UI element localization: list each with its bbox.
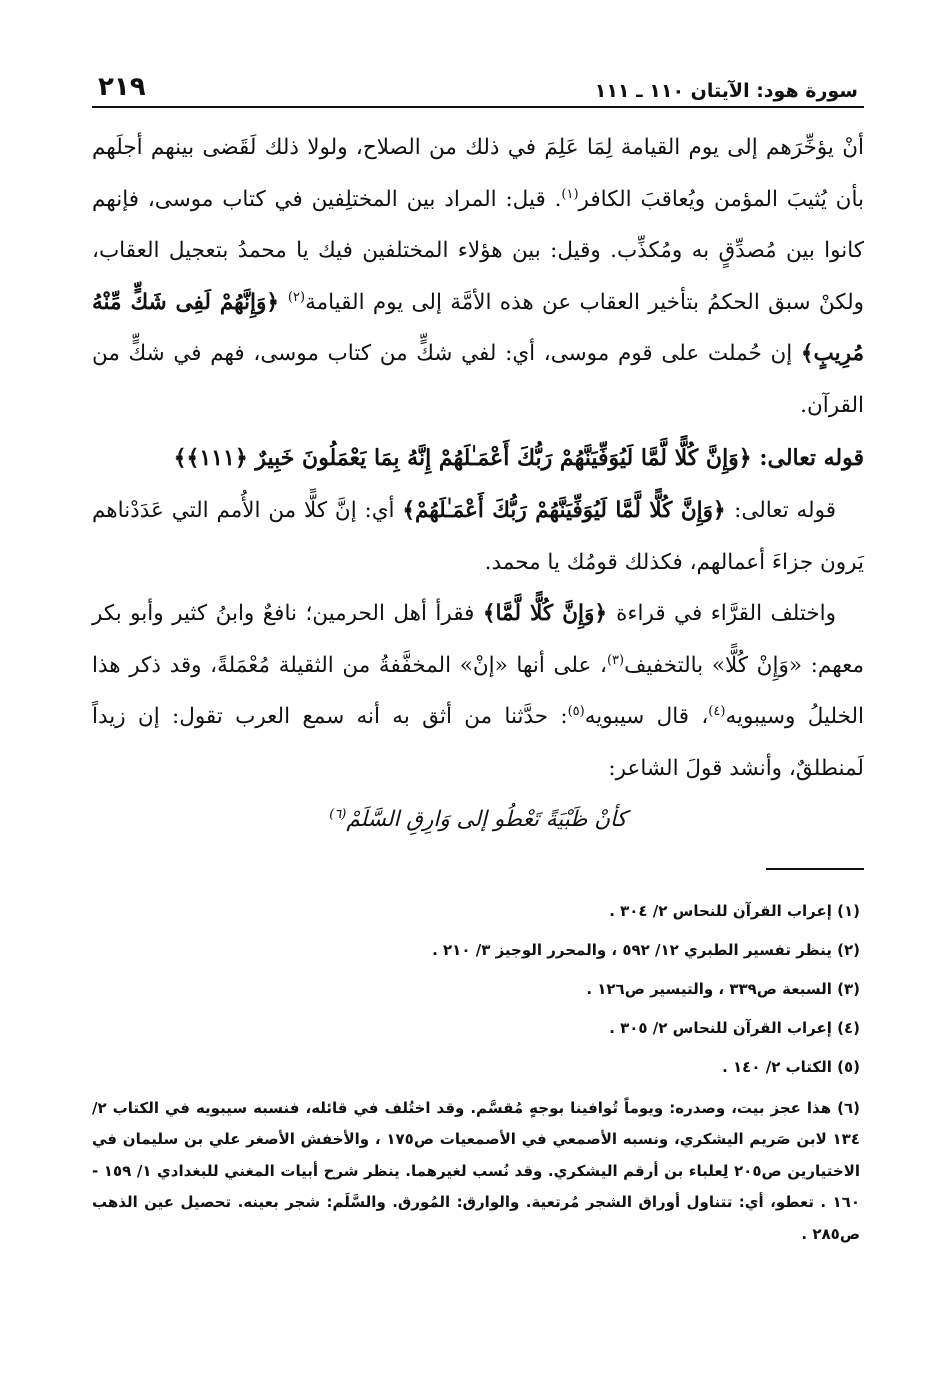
footnote-2: (٢) ينظر تفسير الطبري ١٢/ ٥٩٢ ، والمحرر الوجيز ٣/ ٢١٠ . (432, 940, 860, 959)
page-number: ٢١٩ (98, 72, 146, 102)
verse-heading: قوله تعالى: ﴿وَإِنَّ كُلًّا لَّمَّا لَيُوَفِّيَنَّهُمْ رَبُّكَ أَعْمَـٰلَهُمْ إِنَّهُ بِمَا يَعْمَلُونَ خَبِيرٌ ﴿١١١﴾﴾ (173, 445, 864, 471)
main-text (92, 122, 864, 846)
footnote-5: (٥) الكتاب ٢/ ١٤٠ . (722, 1057, 860, 1076)
paragraph-1: أنْ يؤخِّرَهم إلى يوم القيامة لِمَا عَلِمَ في ذلك من الصلاح، ولولا ذلك لَقَضى بينهم أجلَهم بأن يُثيبَ المؤمن ويُعاقبَ الكافر$^{(١)}$. قيل: المراد بين المختلِفين في كتاب موسى، فإنهم كانوا بين مُصدِّقٍ به ومُكذِّب. وقيل: بين هؤلاء المختلفين فيك يا محمدُ بتعجيل العقاب، ولكنْ سبق الحكمُ بتأخير العقاب عن هذه الأمَّة إلى يوم القيامة$^{(٢)}$ ﴿وَإِنَّهُمْ لَفِى شَكٍّ مِّنْهُ مُرِيبٍ﴾ إن حُملت على قوم موسى، أي: لفي شكٍّ من كتاب موسى، فهم في شكٍّ من القرآن. (92, 135, 865, 418)
paragraph-2: قوله تعالى: ﴿وَإِنَّ كُلًّا لَّمَّا لَيُوَفِّيَنَّهُمْ رَبُّكَ أَعْمَـٰلَهُمْ﴾ أي: إنَّ كلًّا من الأُمم التي عَدَدْناهم يَرون جزاءَ أعمالهم، فكذلك قومُك يا محمد. (92, 498, 864, 575)
verse-heading-text: ﴿وَإِنَّ كُلًّا لَّمَّا لَيُوَفِّيَنَّهُمْ رَبُّكَ أَعْمَـٰلَهُمْ إِنَّهُ بِمَا يَعْمَلُونَ خَبِيرٌ ﴿١١١﴾﴾ (173, 445, 760, 471)
footnote-ref-1: (١) (561, 186, 579, 202)
footnote-6: (٦) هذا عجز بيت، وصدره: ويوماً تُوافينا بوجهٍ مُقسَّم. وقد اختُلف في قائله، فنسبه سيبويه في الكتاب ٢/ ١٣٤ لابن صَريم اليشكري، ونسبه الأصمعي في الأصمعيات ص١٧٥ ، والأخفش الأصغر علي بن سليمان في الاختيارين ص٢٠٥ لِعلباء بن أرقم اليشكري. وقد نُسب لغيرهما. ينظر شرح أبيات المغني للبغدادي ١/ ١٥٩ - ١٦٠ . تعطو، أي: تتناول أوراق الشجر مُرتعية. والوارق: المُورق. والسَّلَم: شجر بعينه. تحصيل عين الذهب ص٢٨٥ . (92, 1098, 860, 1243)
quran-quote: ﴿وَإِنَّهُمْ لَفِى شَكٍّ مِّنْهُ مُرِيبٍ﴾ (92, 289, 864, 366)
poetry-verse: كأنْ ظَبْيَةً تَعْطُو إلى وَارِقِ السَّلَمْ$^{(٦)}$ (329, 806, 627, 832)
page-header (92, 62, 864, 108)
quran-quote: ﴿وَإِنَّ كُلًّا لَّمَّا﴾ (482, 601, 617, 626)
footnote-divider (766, 868, 864, 870)
footnote-ref-3: (٣) (606, 652, 625, 668)
footnote-3: (٣) السبعة ص٣٣٩ ، والتيسير ص١٢٦ . (586, 979, 860, 998)
book-page (92, 62, 864, 1250)
footnote-4: (٤) إعراب القرآن للنحاس ٢/ ٣٠٥ . (609, 1018, 860, 1037)
footnote-1: (١) إعراب القرآن للنحاس ٢/ ٣٠٤ . (609, 901, 860, 920)
paragraph-3: واختلف القرَّاء في قراءة ﴿وَإِنَّ كُلًّا لَّمَّا﴾ فقرأ أهل الحرمين؛ نافعٌ وابنُ كثير وأبو بكر معهم: «وَإِنْ كُلًّا» بالتخفيف$^{(٣)}$، على أنها «إنْ» المخفَّفةُ من الثقيلة مُعْمَلةً، وقد ذكر هذا الخليلُ وسيبويه$^{(٤)}$، قال سيبويه$^{(٥)}$: حدَّثنا من أثق به أنه سمع العرب تقول: إن زيداً لَمنطلقٌ، وأنشد قولَ الشاعر: (92, 601, 865, 781)
footnote-ref-4: (٤) (708, 703, 726, 719)
footnote-ref-5: (٥) (567, 703, 585, 719)
footnote-ref-6: (٦) (329, 806, 347, 822)
quran-quote: ﴿وَإِنَّ كُلًّا لَّمَّا لَيُوَفِّيَنَّهُمْ رَبُّكَ أَعْمَـٰلَهُمْ﴾ (402, 498, 735, 523)
footnotes (92, 892, 864, 1251)
running-title: سورة هود: الآيتان ١١٠ ـ ١١١ (594, 80, 858, 102)
footnote-ref-2: (٢) (287, 289, 306, 305)
